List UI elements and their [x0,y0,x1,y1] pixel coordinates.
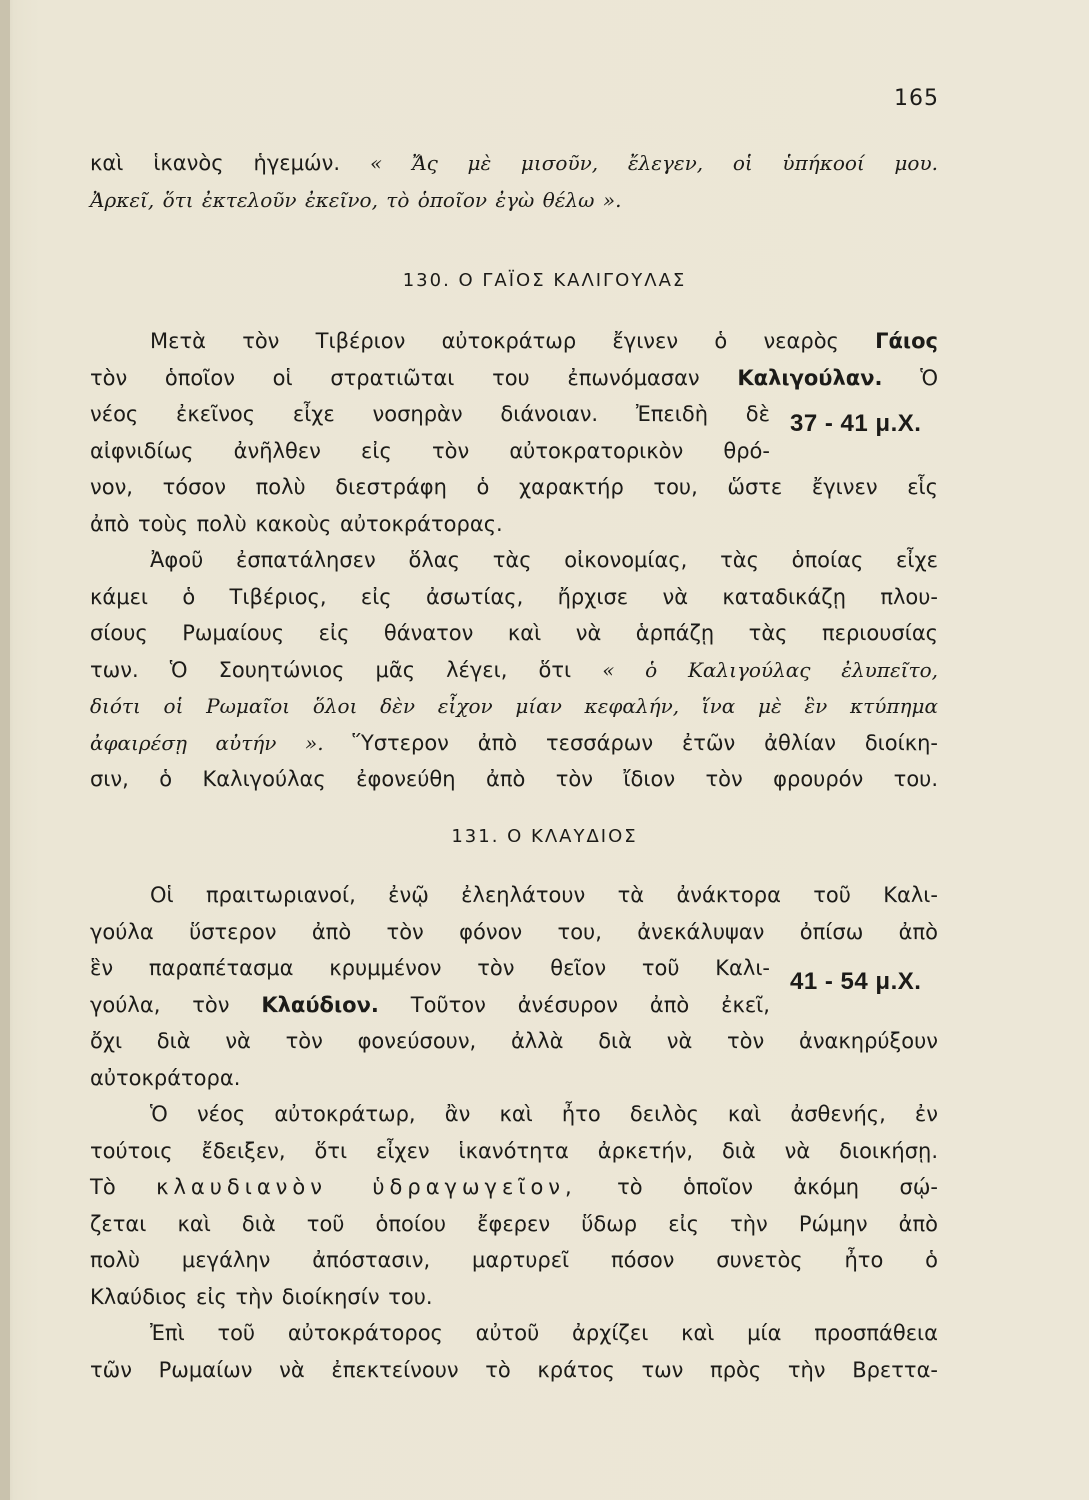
page-number: 165 [894,86,939,111]
text-line: Κλαύδιος εἰς τὴν διοίκησίν του. [90,1284,433,1309]
section-heading-130: 130. Ο ΓΑΪΟΣ ΚΑΛΙΓΟΥΛΑΣ [402,270,687,291]
margin-date-note: 41 - 54 μ.Χ. [790,968,922,995]
text-line: νέος ἐκεῖνος εἶχε νοσηρὰν διάνοιαν. Ἐπειδὴ δὲ [90,402,770,426]
text-line: ἀπὸ τοὺς πολὺ κακοὺς αὐτοκράτορας. [90,511,503,536]
text-line: Τὸ κλαυδιανὸν ὑδραγωγεῖον, τὸ ὁποῖον ἀκόμη σῴ- [90,1175,938,1199]
text-line: των. Ὁ Σουητώνιος μᾶς λέγει, ὅτι « ὁ Καλιγούλας ἐλυπεῖτο, [90,657,938,682]
text-line: αἰφνιδίως ἀνῆλθεν εἰς τὸν αὐτοκρατορικὸν θρό- [90,438,770,463]
text-line: Ὁ νέος αὐτοκράτωρ, ἂν καὶ ἦτο δειλὸς καὶ ἀσθενής, ἐν [150,1102,938,1126]
text-line: τῶν Ρωμαίων νὰ ἐπεκτείνουν τὸ κράτος των πρὸς τὴν Βρεττα- [90,1357,938,1382]
margin-date-note: 37 - 41 μ.Χ. [790,410,922,437]
text-line: καὶ ἱκανὸς ἡγεμών. « Ἄς μὲ μισοῦν, ἔλεγεν, οἱ ὑπήκοοί μου. [90,151,938,175]
text-line: σιν, ὁ Καλιγούλας ἐφονεύθη ἀπὸ τὸν ἴδιον τὸν φρουρόν του. [90,767,938,791]
text-line: Οἱ πραιτωριανοί, ἐνῷ ἐλεηλάτουν τὰ ἀνάκτορα τοῦ Καλι- [150,883,938,907]
text-line: διότι οἱ Ρωμαῖοι ὅλοι δὲν εἶχον μίαν κεφαλήν, ἵνα μὲ ἓν κτύπημα [90,694,938,718]
text-line: πολὺ μεγάλην ἀπόστασιν, μαρτυρεῖ πόσον συνετὸς ἦτο ὁ [90,1248,938,1272]
text-line: γούλα ὕστερον ἀπὸ τὸν φόνον του, ἀνεκάλυψαν ὀπίσω ἀπὸ [90,919,938,944]
text-line: κάμει ὁ Τιβέριος, εἰς ἀσωτίας, ἤρχισε νὰ καταδικάζῃ πλου- [90,584,938,609]
text-line: γούλα, τὸν Κλαύδιον. Τοῦτον ἀνέσυρον ἀπὸ ἐκεῖ, [90,992,770,1017]
text-line: τὸν ὁποῖον οἱ στρατιῶται του ἐπωνόμασαν Καλιγούλαν. Ὁ [90,365,939,390]
text-line: ἓν παραπέτασμα κρυμμένον τὸν θεῖον τοῦ Καλι- [90,956,770,980]
text-line: Μετὰ τὸν Τιβέριον αὐτοκράτωρ ἔγινεν ὁ νεαρὸς Γάιος [150,329,938,353]
text-line: ζεται καὶ διὰ τοῦ ὁποίου ἔφερεν ὕδωρ εἰς τὴν Ρώμην ἀπὸ [90,1211,938,1236]
text-line: Ἐπὶ τοῦ αὐτοκράτορος αὐτοῦ ἀρχίζει καὶ μία προσπάθεια [150,1321,938,1345]
text-line: νον, τόσον πολὺ διεστράφη ὁ χαρακτήρ του, ὥστε ἔγινεν εἷς [90,475,938,499]
section-131-body [90,877,938,1388]
text-line: τούτοις ἔδειξεν, ὅτι εἶχεν ἱκανότητα ἀρκετήν, διὰ νὰ διοικήσῃ. [90,1138,938,1163]
page-binding-edge [0,0,10,1500]
text-line: Ἀρκεῖ, ὅτι ἐκτελοῦν ἐκεῖνο, τὸ ὁποῖον ἐγὼ θέλω ». [90,187,622,212]
section-heading-131: 131. Ο ΚΛΑΥΔΙΟΣ [451,826,638,847]
opening-paragraph [90,145,938,218]
text-line: Ἀφοῦ ἐσπατάλησεν ὅλας τὰς οἰκονομίας, τὰς ὁποίας εἶχε [150,548,938,572]
text-line: αὐτοκράτορα. [90,1065,241,1090]
text-line: σίους Ρωμαίους εἰς θάνατον καὶ νὰ ἁρπάζῃ τὰς περιουσίας [90,621,938,645]
text-line: ἀφαιρέσῃ αὐτήν ». Ὕστερον ἀπὸ τεσσάρων ἐτῶν ἀθλίαν διοίκη- [90,730,938,755]
section-130-body [90,323,938,798]
text-line: ὄχι διὰ νὰ τὸν φονεύσουν, ἀλλὰ διὰ νὰ τὸν ἀνακηρύξουν [90,1029,938,1053]
